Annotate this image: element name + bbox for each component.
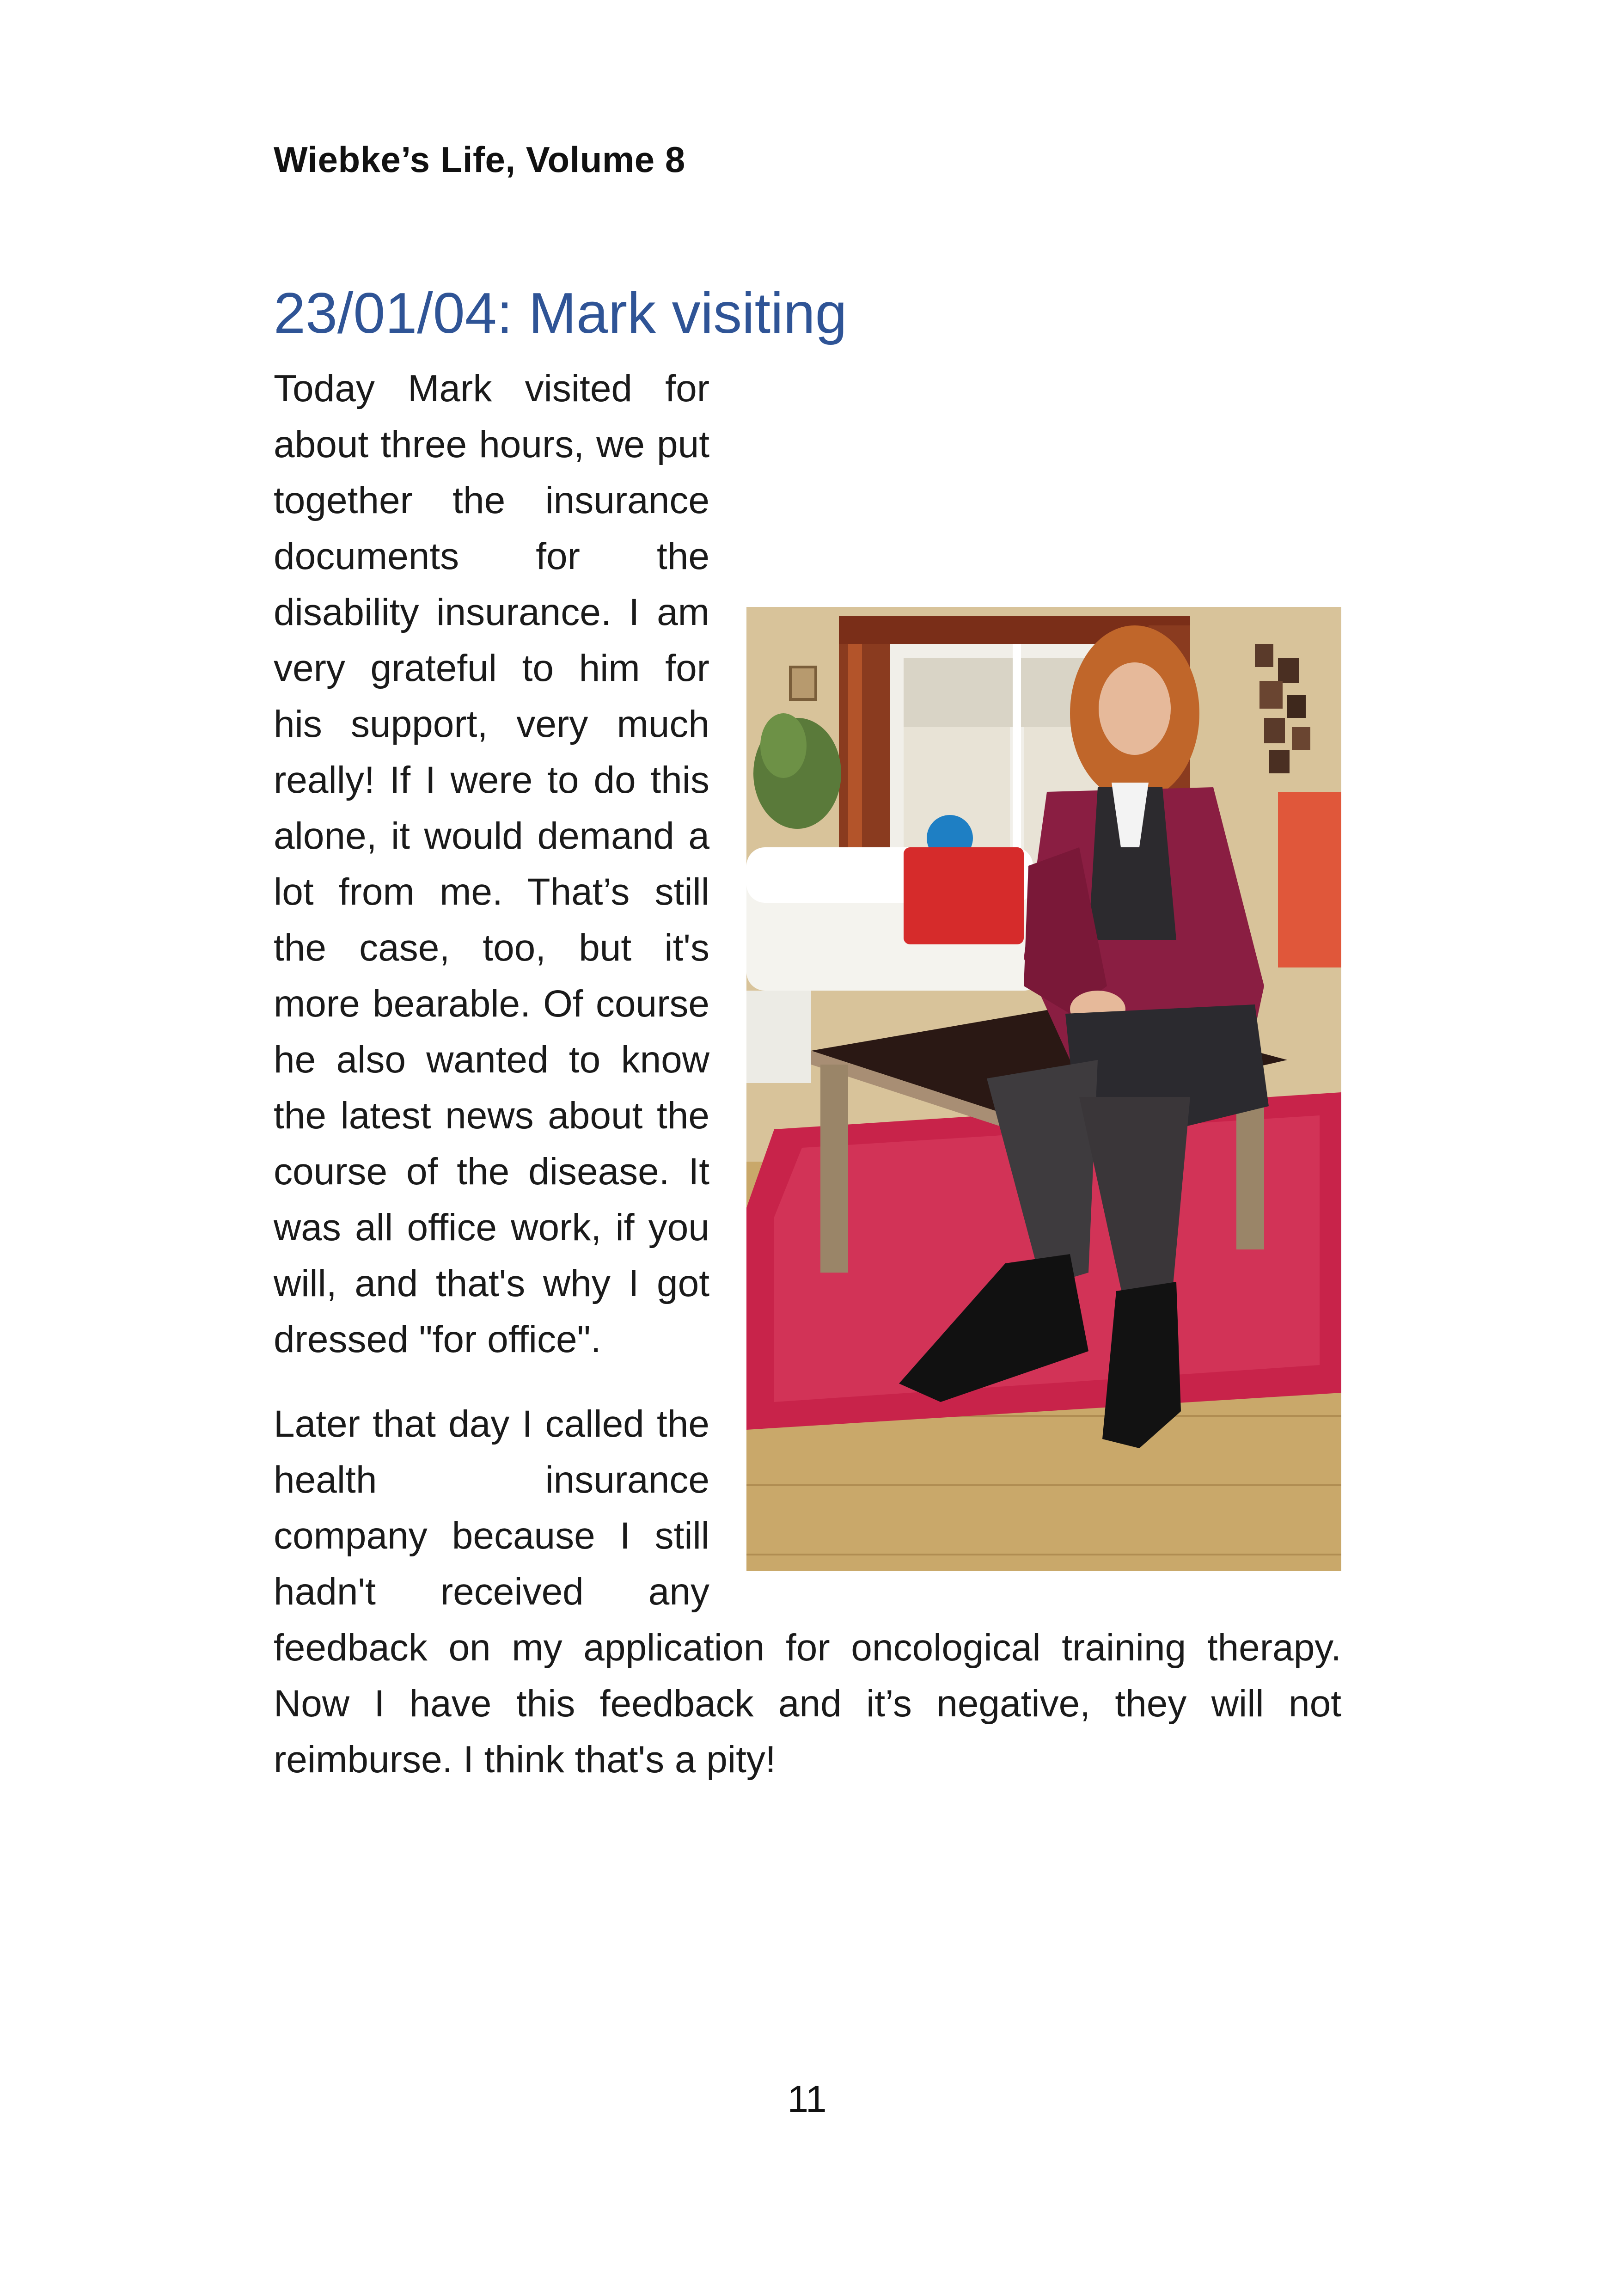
photo-woman-living-room: [746, 607, 1341, 1571]
entry-title: 23/01/04: Mark visiting: [274, 282, 847, 345]
page-number: 11: [787, 2078, 827, 2120]
paragraph-1: Today Mark visited for about three hours, we put together the insurance documents for the disability insurance. I am very grateful to him for his support, very much really! If I were to do this alone, it would demand a lot from me. That’s still the case, too, but it's more bearable. Of course he also wanted to know the latest news about the course of the disease. It was all office work, if you will, and that's why I got dressed "for office".: [274, 367, 709, 1360]
paragraph-2: Later that day I called the health insurance company because I still hadn't received any feedback on my application for oncological training therapy. Now I have this feedback and it’s negative, they will not reimburse. I think that's a pity!: [274, 1403, 1341, 1781]
running-header: Wiebke’s Life, Volume 8: [274, 139, 685, 180]
entry-body: [274, 361, 1341, 1788]
photo-illustration: [746, 607, 1341, 1571]
